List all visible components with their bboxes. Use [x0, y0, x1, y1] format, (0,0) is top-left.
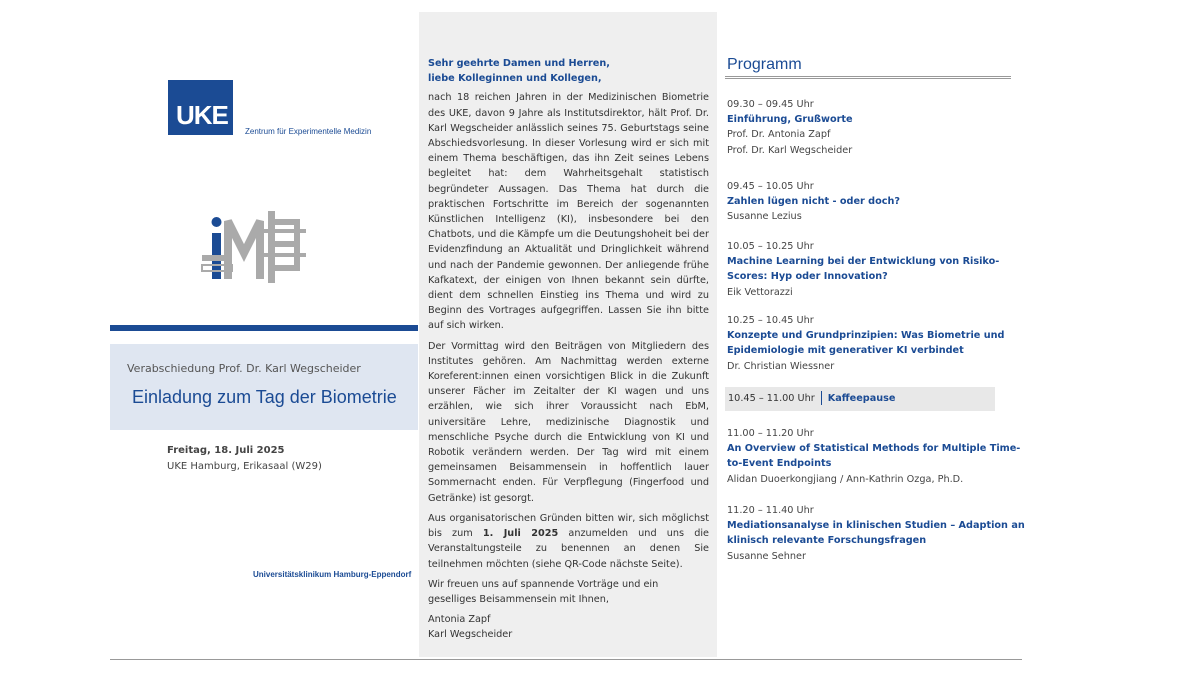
imbe-logo	[198, 205, 308, 285]
para-3-start: Aus organisatorischen Gründen bitten wir, sich möglichst bis zum	[428, 512, 709, 540]
letter-greeting	[428, 56, 709, 86]
program-item	[727, 239, 1027, 300]
program-item	[727, 97, 1027, 158]
greeting-line-2: liebe Kolleginnen und Kollegen,	[428, 73, 602, 85]
letter-panel	[419, 12, 717, 657]
letter-paragraph-1: nach 18 reichen Jahren in der Medizinischen Biometrie des UKE, davon 9 Jahre als Institutsdirektor, hält Prof. Dr. Karl Wegscheider anlässlich seines 75. Geburtstags seine Abschiedsvorlesung. In dieser Vorlesung wird er sich mit einem Thema beschäftigen, das ihn Zeit seines Lebens begleitet hat: dem Wahrheitsgehalt statistisch begründeter Aussagen. Das Thema hat durch die praktischen Fortschritte im Bereich der sogenannten Künstlichen Intelligenz (KI), insbesondere bei den Chatbots, und die Kämpfe um die Deutungshoheit bei der Evidenzfindung an Aktualität und Dringlichkeit während und nach der Pandemie gewonnen. Der anliegende frühe Kafkatext, der einigen von Ihnen bekannt sein dürfte, dient dem schnellen Einstieg ins Thema und wird zu Beginn des Vortrages aufgegriffen. Lassen Sie ihn bitte auf sich wirken.	[428, 92, 709, 332]
break-label: Kaffeepause	[827, 393, 896, 404]
letter-paragraph-4: Wir freuen uns auf spannende Vorträge und ein geselliges Beisammensein mit Ihnen,	[428, 578, 659, 605]
uke-logo-subtitle: Zentrum für Experimentelle Medizin	[245, 127, 372, 136]
program-item	[727, 313, 1027, 374]
item-time: 10.05 – 10.25 Uhr	[727, 241, 814, 252]
greeting-line-1: Sehr geehrte Damen und Herren,	[428, 58, 610, 69]
letter-signature-2: Karl Wegscheider	[428, 629, 513, 641]
university-name: Universitätsklinikum Hamburg-Eppendorf	[253, 570, 412, 579]
item-time: 11.20 – 11.40 Uhr	[727, 505, 814, 516]
bottom-divider	[110, 659, 1022, 660]
item-title: Einführung, Grußworte	[727, 114, 853, 126]
blue-divider	[110, 325, 418, 331]
coffee-break-row	[725, 387, 995, 411]
left-panel	[110, 0, 418, 675]
uke-logo-text: UKE	[176, 100, 228, 130]
item-title: Konzepte und Grundprinzipien: Was Biometrie und Epidemiologie mit generativer KI verbindet	[727, 330, 1005, 357]
item-time: 09.30 – 09.45 Uhr	[727, 99, 814, 110]
program-rule-bottom	[725, 78, 1011, 79]
item-time: 09.45 – 10.05 Uhr	[727, 181, 814, 192]
program-item	[727, 179, 1027, 225]
break-time: 10.45 – 11.00 Uhr	[728, 393, 815, 404]
item-speaker-2: Prof. Dr. Karl Wegscheider	[727, 144, 853, 156]
registration-deadline: 1. Juli 2025	[482, 528, 559, 540]
para-3-end: anzumelden und uns die Veranstaltungsteile zu benennen an denen Sie teilnehmen möchten (siehe QR-Code nächste Seite).	[428, 528, 710, 570]
letter-body	[428, 56, 709, 643]
program-rule-top	[725, 76, 1011, 77]
item-speaker: Dr. Christian Wiessner	[727, 360, 835, 372]
item-time: 11.00 – 11.20 Uhr	[727, 428, 814, 439]
item-time: 10.25 – 10.45 Uhr	[727, 315, 814, 326]
program-item	[727, 503, 1027, 564]
letter-paragraph-3	[428, 511, 709, 572]
program-heading: Programm	[727, 56, 802, 73]
item-title: Mediationsanalyse in klinischen Studien – Adaption an klinisch relevante Forschungsfragen	[727, 520, 1025, 547]
item-title: Zahlen lügen nicht - oder doch?	[727, 196, 901, 208]
event-venue: UKE Hamburg, Erikasaal (W29)	[167, 461, 322, 472]
uke-logo	[168, 80, 233, 135]
item-speaker: Susanne Sehner	[727, 550, 806, 562]
program-item	[727, 426, 1027, 487]
item-speaker: Susanne Lezius	[727, 211, 802, 223]
item-speaker: Prof. Dr. Antonia Zapf	[727, 129, 831, 141]
event-title: Einladung zum Tag der Biometrie	[132, 387, 397, 407]
event-date: Freitag, 18. Juli 2025	[167, 445, 285, 456]
item-title: An Overview of Statistical Methods for Multiple Time-to-Event Endpoints	[727, 443, 1021, 470]
letter-signature-1: Antonia Zapf	[428, 614, 491, 626]
break-separator	[821, 391, 822, 405]
title-box	[110, 344, 418, 430]
item-speaker: Eik Vettorazzi	[727, 286, 793, 298]
item-speaker: Alidan Duoerkongjiang / Ann-Kathrin Ozga, Ph.D.	[727, 473, 964, 485]
event-subtitle: Verabschiedung Prof. Dr. Karl Wegscheider	[127, 362, 361, 375]
program-panel	[723, 0, 1023, 675]
letter-paragraph-2: Der Vormittag wird den Beiträgen von Mitgliedern des Institutes gehören. Am Nachmittag werden externe Koreferent:innen einen vorsichtigen Blick in die Zukunft unserer Fächer im Zeitalter der KI wagen und uns erzählen, wie sich ihrer Voraussicht nach EbM, universitäre Lehre, medizinische Diagnostik und menschliche Psyche durch die Entwicklung von KI und Robotik verändern werden. Der Tag wird mit einem gemeinsamen Beisammensein in hoffentlich lauer Sommernacht enden. Für Verpflegung (Fingerfood und Getränke) ist gesorgt.	[428, 340, 709, 504]
item-title: Machine Learning bei der Entwicklung von Risiko-Scores: Hyp oder Innovation?	[727, 256, 1000, 283]
